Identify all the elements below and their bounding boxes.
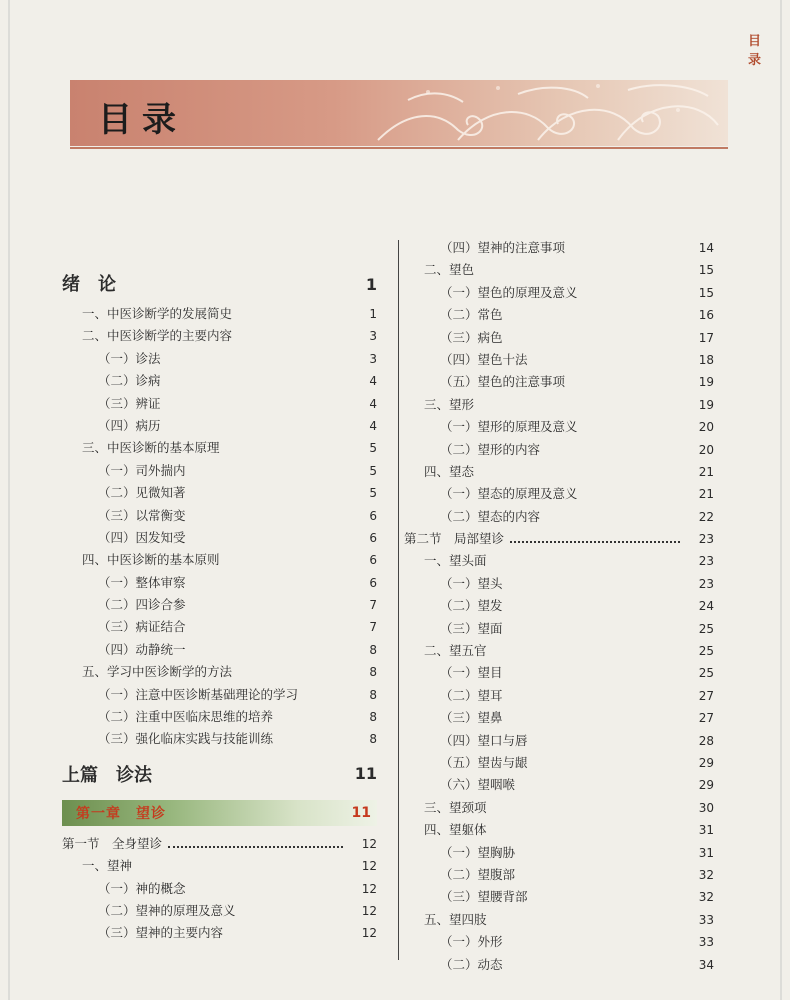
toc-entry-title: （三）病证结合 (98, 619, 186, 635)
toc-entry-page: 29 (698, 755, 714, 770)
toc-entry (404, 753, 714, 775)
toc-entry (404, 820, 714, 842)
toc-entry-title: 五、学习中医诊断学的方法 (82, 664, 233, 680)
toc-entry-title: （四）动静统一 (98, 641, 186, 657)
toc-entry (404, 462, 714, 484)
toc-entry (404, 305, 714, 327)
toc-entry-page: 25 (698, 666, 714, 681)
toc-entry-title: （三）以常衡变 (98, 507, 186, 523)
toc-entry-page: 5 (369, 441, 377, 456)
toc-entry-page: 6 (369, 530, 377, 545)
toc-entry-page: 31 (698, 845, 714, 860)
toc-entry (62, 528, 377, 550)
toc-banner (70, 80, 728, 146)
toc-entry (62, 640, 377, 662)
toc-entry (62, 416, 377, 438)
toc-entry-page: 4 (369, 418, 377, 433)
toc-entry-title: （三）望鼻 (440, 710, 503, 726)
toc-entry-title: （三）强化临床实践与技能训练 (98, 731, 274, 747)
toc-entry-page: 8 (369, 710, 377, 725)
toc-entry-page: 7 (369, 620, 377, 635)
toc-entry (404, 417, 714, 439)
toc-entry (404, 619, 714, 641)
toc-entry-page: 33 (698, 935, 714, 950)
toc-entry (404, 440, 714, 462)
toc-entry-page: 33 (698, 912, 714, 927)
toc-entry-page: 19 (698, 375, 714, 390)
toc-entry-title: （四）因发知受 (98, 529, 186, 545)
toc-entry (404, 731, 714, 753)
toc-entry-page: 28 (698, 733, 714, 748)
running-head: 目 录 (748, 34, 766, 68)
toc-entry-title: 二、望五官 (424, 643, 487, 659)
toc-entry-title: （四）望神的注意事项 (440, 240, 566, 255)
toc-entry-title: （一）司外揣内 (98, 462, 186, 478)
toc-entry-title: 四、望躯体 (424, 822, 487, 838)
toc-entry (62, 901, 377, 923)
toc-entry-page: 21 (698, 464, 714, 479)
toc-entry (62, 879, 377, 901)
toc-entry (62, 923, 377, 945)
toc-entry-page: 7 (369, 598, 377, 613)
toc-entry-page: 27 (698, 711, 714, 726)
toc-entry (404, 775, 714, 797)
toc-entry-title: （三）辨证 (98, 395, 161, 411)
toc-entry-title: 四、望态 (424, 463, 475, 479)
toc-entry-page: 4 (369, 396, 377, 411)
toc-entry-page: 20 (698, 420, 714, 435)
toc-entry (404, 663, 714, 685)
toc-entry (404, 932, 714, 954)
toc-entry-label: 第一节 全身望诊 (62, 835, 163, 851)
toc-entry (404, 350, 714, 372)
toc-entry (404, 574, 714, 596)
toc-entry (62, 349, 377, 371)
toc-entry-title: 三、中医诊断的基本原理 (82, 440, 220, 456)
toc-entry-title: （一）望头 (440, 575, 503, 591)
dot-leader (168, 846, 343, 848)
toc-entry-page: 12 (361, 881, 377, 896)
toc-entry-page: 27 (698, 688, 714, 703)
toc-entry-page: 32 (698, 867, 714, 882)
toc-entry (404, 260, 714, 282)
toc-entry (404, 865, 714, 887)
toc-entry-page: 20 (698, 442, 714, 457)
toc-entry-title: 三、望颈项 (424, 799, 487, 815)
toc-entry (62, 617, 377, 639)
toc-entry-page: 31 (698, 823, 714, 838)
toc-entry-title: （二）望耳 (440, 687, 503, 703)
toc-left-column (62, 270, 377, 946)
toc-entry-title: 四、中医诊断的基本原则 (82, 552, 220, 568)
toc-entry (404, 372, 714, 394)
toc-entry (62, 550, 377, 572)
toc-entry-title: 第一章 望诊 (76, 805, 166, 822)
wave-ornament-icon (368, 80, 728, 146)
toc-entry-title: （二）望腹部 (440, 866, 516, 882)
toc-entry (404, 484, 714, 506)
toc-entry-title: （一）整体审察 (98, 574, 186, 590)
banner-rule (70, 147, 728, 149)
toc-entry-page: 1 (369, 307, 377, 321)
toc-entry-title: 上篇 诊法 (62, 764, 152, 786)
toc-entry-page: 30 (698, 800, 714, 815)
toc-title: 目录 (98, 100, 186, 140)
toc-entry-page: 12 (361, 836, 377, 851)
toc-entry-title: （一）神的概念 (98, 880, 186, 896)
toc-entry (62, 856, 377, 878)
toc-entry-title: （一）望胸胁 (440, 844, 516, 860)
toc-entry (62, 270, 377, 304)
toc-entry-page: 3 (369, 351, 377, 366)
toc-entry (62, 800, 377, 826)
toc-entry-title: （一）望目 (440, 665, 503, 681)
toc-entry-page: 25 (698, 644, 714, 659)
toc-entry-page: 15 (698, 285, 714, 300)
toc-entry-page: 5 (369, 486, 377, 501)
toc-entry (62, 685, 377, 707)
toc-entry-page: 4 (369, 374, 377, 389)
toc-entry (62, 506, 377, 528)
toc-entry-title: （二）动态 (440, 956, 503, 972)
toc-entry-page: 8 (369, 732, 377, 747)
dot-leader (510, 541, 680, 543)
toc-entry-page: 12 (361, 926, 377, 941)
scan-edge-left (8, 0, 10, 1000)
toc-entry-title: （二）望神的原理及意义 (98, 902, 236, 918)
toc-entry-title: （一）望形的原理及意义 (440, 419, 578, 435)
toc-entry-title: （六）望咽喉 (440, 777, 516, 793)
toc-entry-page: 12 (361, 903, 377, 918)
toc-entry (404, 910, 714, 932)
toc-entry (62, 304, 377, 326)
toc-entry (404, 551, 714, 573)
toc-entry (404, 395, 714, 417)
toc-entry (62, 483, 377, 505)
toc-entry (62, 595, 377, 617)
toc-entry-title: 五、望四肢 (424, 911, 487, 927)
toc-entry-title: （二）望态的内容 (440, 508, 541, 524)
toc-entry-page: 19 (698, 397, 714, 412)
toc-entry-page: 14 (698, 241, 714, 255)
toc-entry-title: （三）望面 (440, 620, 503, 636)
toc-entry (404, 887, 714, 909)
toc-entry-page: 34 (698, 957, 714, 972)
toc-entry (404, 529, 714, 551)
toc-entry-page: 11 (351, 804, 371, 821)
toc-entry (404, 686, 714, 708)
scan-edge-right (780, 0, 782, 1000)
toc-entry-title: （二）望形的内容 (440, 441, 541, 457)
toc-entry (62, 394, 377, 416)
toc-entry-title: （一）外形 (440, 934, 503, 950)
toc-entry-title: 一、望神 (82, 858, 133, 874)
toc-entry-page: 3 (369, 329, 377, 344)
toc-entry-title: （三）病色 (440, 329, 503, 345)
toc-entry-title: （二）见微知著 (98, 485, 186, 501)
toc-entry-title: （二）望发 (440, 598, 503, 614)
toc-entry-page: 12 (361, 859, 377, 874)
toc-entry-title: （一）注意中医诊断基础理论的学习 (98, 686, 299, 702)
toc-entry (62, 438, 377, 460)
toc-entry-page: 23 (698, 532, 714, 547)
toc-entry-title: （二）四诊合参 (98, 597, 186, 613)
toc-entry (62, 326, 377, 348)
toc-entry-page: 5 (369, 463, 377, 478)
toc-entry-page: 6 (369, 508, 377, 523)
toc-entry-page: 16 (698, 308, 714, 323)
toc-entry-title: （二）注重中医临床思维的培养 (98, 709, 274, 725)
column-divider (398, 240, 399, 960)
toc-entry-label: 第二节 局部望诊 (404, 531, 505, 547)
toc-entry (62, 834, 377, 856)
toc-entry-page: 32 (698, 890, 714, 905)
toc-entry-title: （二）诊病 (98, 373, 161, 389)
toc-entry (404, 798, 714, 820)
toc-entry (62, 662, 377, 684)
toc-entry-title: （四）望色十法 (440, 351, 528, 367)
toc-entry (404, 641, 714, 663)
toc-entry-title: 一、中医诊断学的发展简史 (82, 306, 233, 321)
toc-entry-title: （二）常色 (440, 307, 503, 323)
toc-entry-page: 29 (698, 778, 714, 793)
toc-entry-title: （四）望口与唇 (440, 732, 528, 748)
toc-entry (404, 283, 714, 305)
toc-entry (62, 461, 377, 483)
toc-entry-page: 24 (698, 599, 714, 614)
toc-right-column (404, 238, 714, 977)
toc-entry-title: 二、望色 (424, 262, 475, 278)
toc-entry (404, 708, 714, 730)
toc-entry-page: 1 (365, 275, 377, 294)
toc-entry-title: （一）诊法 (98, 350, 161, 366)
toc-entry (404, 596, 714, 618)
toc-entry-title: 三、望形 (424, 396, 475, 412)
toc-entry (404, 328, 714, 350)
toc-entry-page: 22 (698, 509, 714, 524)
toc-entry-title: （一）望态的原理及意义 (440, 486, 578, 502)
toc-entry-page: 11 (354, 764, 377, 784)
toc-entry-page: 8 (369, 687, 377, 702)
toc-entry-page: 23 (698, 576, 714, 591)
toc-entry (62, 729, 377, 751)
toc-entry-title: 绪 论 (62, 274, 116, 295)
toc-entry-page: 8 (369, 665, 377, 680)
toc-entry (62, 573, 377, 595)
toc-entry-title: （五）望色的注意事项 (440, 374, 566, 390)
toc-entry-page: 6 (369, 575, 377, 590)
toc-entry-page: 25 (698, 621, 714, 636)
toc-entry (404, 238, 714, 260)
toc-entry (404, 955, 714, 977)
toc-entry-page: 8 (369, 642, 377, 657)
toc-entry (404, 507, 714, 529)
toc-entry-title (62, 834, 347, 852)
toc-entry-title: （五）望齿与龈 (440, 754, 528, 770)
toc-entry-title: 一、望头面 (424, 553, 487, 569)
toc-entry-page: 18 (698, 352, 714, 367)
toc-entry-page: 15 (698, 263, 714, 278)
toc-entry-page: 21 (698, 487, 714, 502)
toc-entry-page: 23 (698, 554, 714, 569)
toc-entry-title: （四）病历 (98, 417, 161, 433)
toc-entry (62, 707, 377, 729)
toc-entry-title (404, 529, 684, 547)
toc-entry (62, 371, 377, 393)
toc-entry (62, 752, 377, 796)
toc-entry-page: 6 (369, 553, 377, 568)
toc-entry-title: （一）望色的原理及意义 (440, 284, 578, 300)
toc-entry-title: （三）望神的主要内容 (98, 925, 224, 941)
toc-entry-title: 二、中医诊断学的主要内容 (82, 328, 233, 344)
toc-entry-page: 17 (698, 330, 714, 345)
toc-entry-title: （三）望腰背部 (440, 889, 528, 905)
toc-entry (404, 843, 714, 865)
